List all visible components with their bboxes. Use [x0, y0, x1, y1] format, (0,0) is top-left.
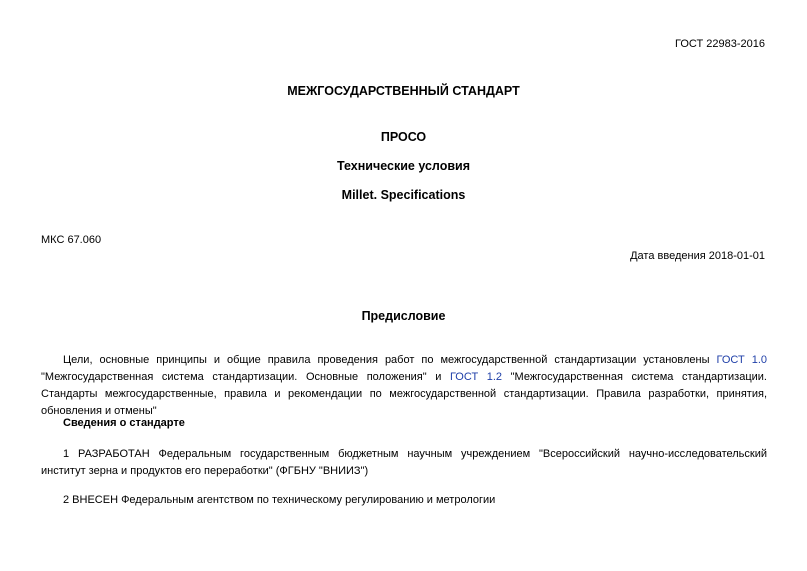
document-subtitle: Технические условия — [336, 159, 470, 173]
foreword-paragraph — [41, 352, 767, 420]
info-item-2 — [41, 492, 767, 509]
document-number: ГОСТ 22983-2016 — [675, 38, 765, 50]
english-title: Millet. Specifications — [341, 188, 466, 202]
foreword-text-part1: Цели, основные принципы и общие правила проведения работ по межгосударственной стандартизации установлены — [63, 354, 717, 366]
gost-1-0-link[interactable]: ГОСТ 1.0 — [716, 354, 767, 366]
interstate-standard-heading: МЕЖГОСУДАРСТВЕННЫЙ СТАНДАРТ — [287, 84, 520, 98]
foreword-text-part2: "Межгосударственная система стандартизации. Основные положения" и — [41, 371, 450, 383]
introduction-date: Дата введения 2018-01-01 — [630, 250, 765, 262]
mks-code: МКС 67.060 — [41, 234, 102, 246]
foreword-text-part3: "Межгосударственная система стандартизации. Стандарты межгосударственные, правила и рекомендации по межгосударственной стандартизации. Правила разработки, принятия, обновления и отмены" — [41, 371, 767, 417]
foreword-heading: Предисловие — [361, 309, 446, 323]
product-title: ПРОСО — [380, 130, 427, 144]
info-item-1-text: 1 РАЗРАБОТАН Федеральным государственным бюджетным научным учреждением "Всероссийский научно-исследовательский институт зерна и продуктов его переработки" (ФГБНУ "ВНИИЗ") — [41, 448, 767, 477]
gost-1-2-link[interactable]: ГОСТ 1.2 — [449, 371, 503, 383]
info-item-1 — [41, 446, 767, 480]
standard-info-heading: Сведения о стандарте — [63, 417, 185, 429]
info-item-2-text: 2 ВНЕСЕН Федеральным агентством по техническому регулированию и метрологии — [63, 494, 496, 506]
